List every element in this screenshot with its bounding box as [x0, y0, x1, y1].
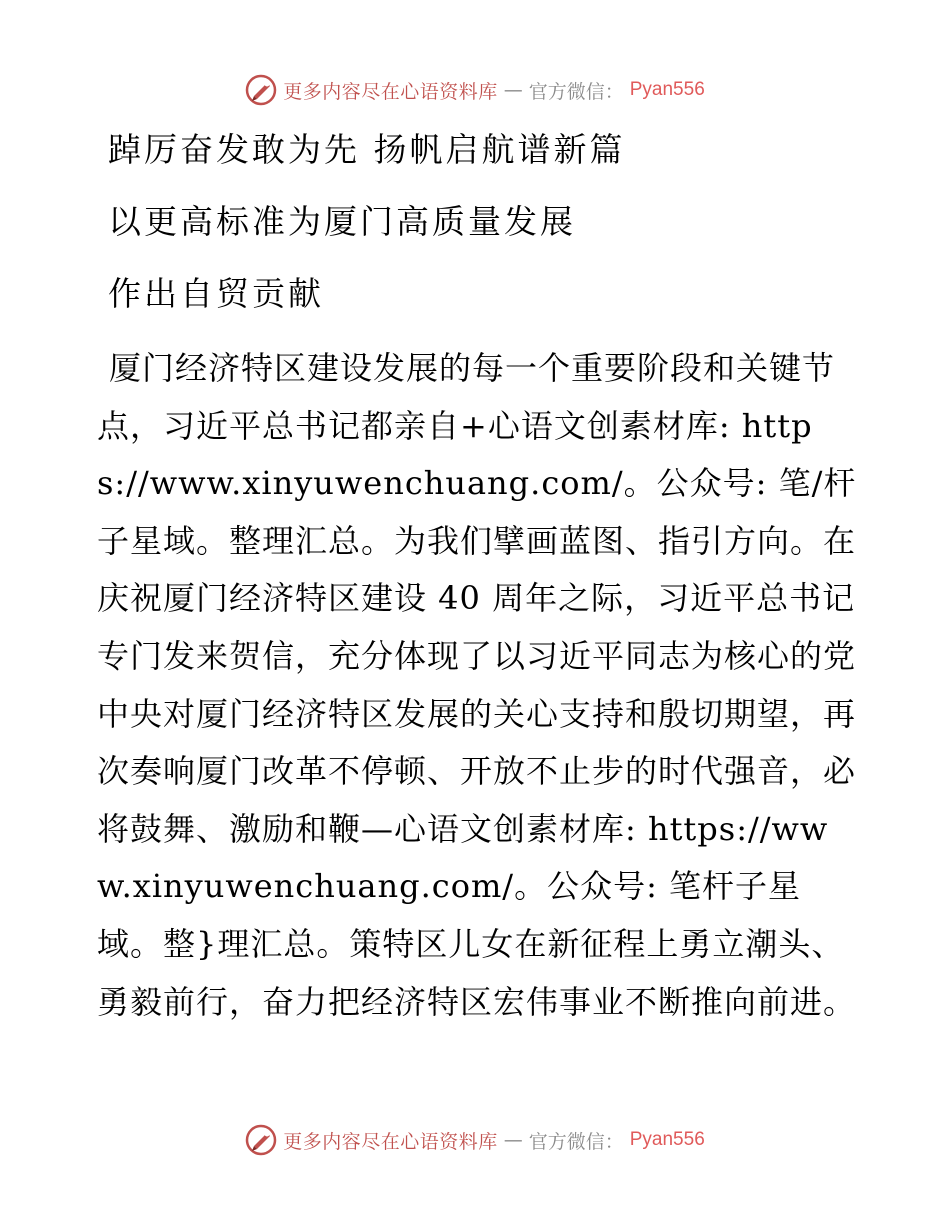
body-paragraph: 厦门经济特区建设发展的每一个重要阶段和关键节点，习近平总书记都亲自+心语文创素材库: https://www.xinyuwenchuang.com/。公众号: 笔/杆子星域。整理汇总。为我们擘画蓝图、指引方向。在庆祝厦门经济特区建设 40 周年之际，习近平总书记专门发来贺信，充分体现了以习近平同志为核心的党中央对厦门经济特区发展的关心支持和殷切期望，再次奏响厦门改革不停顿、开放不止步的时代强音，必将鼓舞、激励和鞭—心语文创素材库: https://www.xinyuwenchuang.com/。公众号: 笔杆子星域。整}理汇总。策特区儿女在新征程上勇立潮头、勇毅前行，奋力把经济特区宏伟事业不断推向前进。	[97, 349, 857, 1021]
watermark-id: Pyan556	[629, 79, 705, 100]
title-line-1: 踔厉奋发敢为先 扬帆启航谱新篇	[108, 130, 626, 169]
title-line-3: 作出自贸贡献	[108, 274, 324, 313]
pen-logo-icon	[245, 1124, 277, 1156]
watermark-sub: 官方微信：	[528, 1130, 624, 1153]
footer-watermark	[0, 1120, 950, 1160]
watermark-sub: 官方微信：	[528, 80, 624, 103]
header-watermark	[0, 70, 950, 110]
watermark-id: Pyan556	[629, 1129, 705, 1150]
title-line-2: 以更高标准为厦门高质量发展	[108, 202, 576, 241]
watermark-dash: —	[503, 1129, 523, 1151]
watermark-dash: —	[503, 79, 523, 101]
watermark-text: 更多内容尽在心语资料库	[283, 1130, 498, 1153]
pen-logo-icon	[245, 74, 277, 106]
watermark-text: 更多内容尽在心语资料库	[283, 80, 498, 103]
